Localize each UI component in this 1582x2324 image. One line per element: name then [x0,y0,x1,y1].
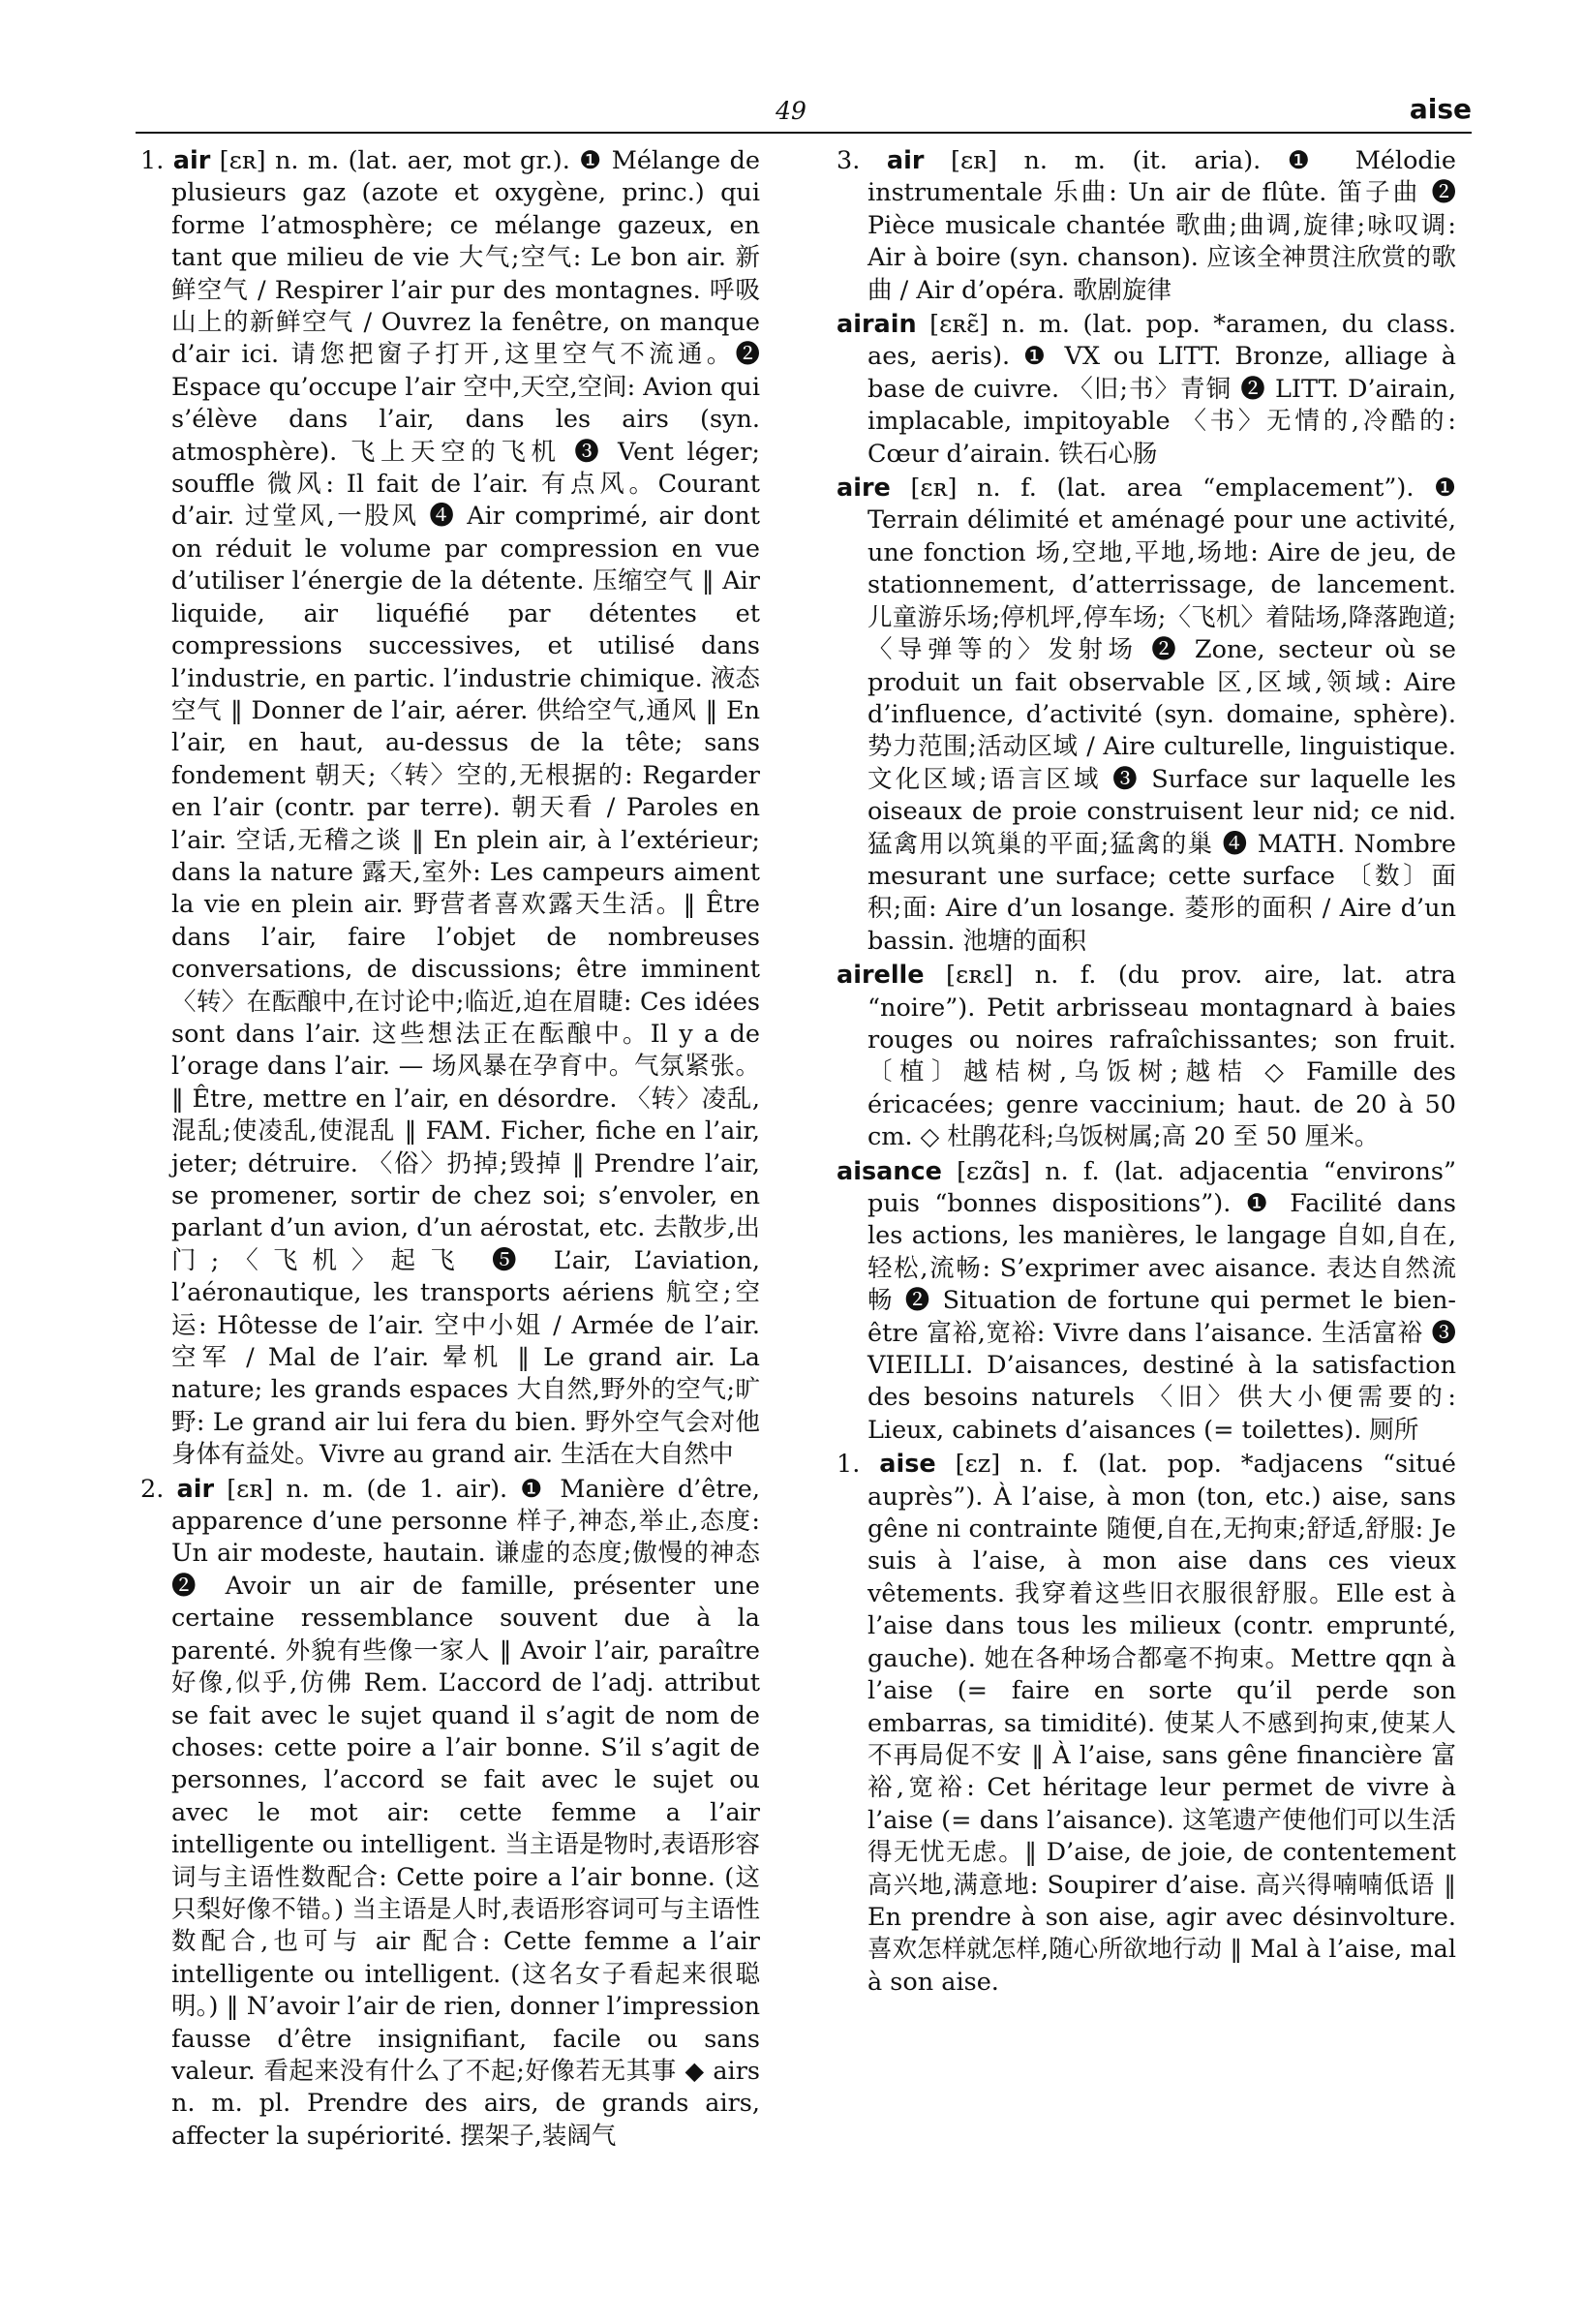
header-rule [136,132,1472,134]
entry-text: [ɛʀ] n. m. (it. aria). ❶ Mélodie instrumentale 乐曲: Un air de flûte. 笛子曲 ❷ Pièce musicale chantée 歌曲;曲调,旋律;咏叹调: Air à boire (syn. chanson). 应该全神贯注欣赏的歌曲 / Air d’opéra. 歌剧旋律 [867,146,1457,305]
entry-text: [ɛʀ] n. m. (lat. aer, mot gr.). ❶ Mélange de plusieurs gaz (azote et oxygène, princ.) qui forme l’atmosphère; ce mélange gazeux, en tant que milieu de vie 大气;空气: Le bon air. 新鲜空气 / Respirer l’air pur des montagnes. 呼吸山上的新鲜空气 / Ouvrez la fenêtre, on manque d’air ici. 请您把窗子打开,这里空气不流通。❷ Espace qu’occupe l’air 空中,天空,空间: Avion qui s’élève dans l’air, dans les airs (syn. atmosphère). 飞上天空的飞机 ❸ Vent léger; souffle 微风: Il fait de l’air. 有点风。Courant d’air. 过堂风,一股风 ❹ Air comprimé, air dont on réduit le volume par compression en vue d’utiliser l’énergie de la détente. 压缩空气 ‖ Air liquide, air liquéfié par détentes et compressions successives, et utilisé dans l’industrie, en partic. l’industrie chimique. 液态空气 ‖ Donner de l’air, aérer. 供给空气,通风 ‖ En l’air, en haut, au-dessus de la tête; sans fondement 朝天;〈转〉空的,无根据的: Regarder en l’air (contr. par terre). 朝天看 / Paroles en l’air. 空话,无稽之谈 ‖ En plein air, à l’extérieur; dans la nature 露天,室外: Les campeurs aiment la vie en plein air. 野营者喜欢露天生活。‖ Être dans l’air, faire l’objet de nombreuses conversations, de discussions; être imminent 〈转〉在酝酿中,在讨论中;临近,迫在眉睫: Ces idées sont dans l’air. 这些想法正在酝酿中。Il y a de l’orage dans l’air. — 场风暴在孕育中。气氛紧张。‖ Être, mettre en l’air, en désordre. 〈转〉凌乱,混乱;使凌乱,使混乱 ‖ FAM. Ficher, fiche en l’air, jeter; détruire. 〈俗〉扔掉;毁掉 ‖ Prendre l’air, se promener, sortir de chez soi; s’envoler, en parlant d’un avion, d’un aérostat, etc. 去散步,出门;〈飞机〉起飞 ❺ L’air, L’aviation, l’aéronautique, les transports aériens 航空;空运: Hôtesse de l’air. 空中小姐 / Armée de l’air. 空军 / Mal de l’air. 晕机 ‖ Le grand air. La nature; les grands espaces 大自然,野外的空气;旷野: Le grand air lui fera du bien. 野外空气会对他身体有益处。Vivre au grand air. 生活在大自然中 [171,146,760,1470]
page-number: 49 [776,97,806,125]
entry-air-2 [140,1474,760,2154]
running-head: aise [1409,93,1472,125]
headword: aire [837,474,891,504]
entry-airelle [837,960,1456,1153]
entry-number: 1. [837,1450,861,1480]
headword: aisance [837,1156,942,1186]
entry-text: [ɛʀ] n. f. (lat. area “emplacement”). ❶ Terrain délimité et aménagé pour une activité, une fonction 场,空地,平地,场地: Aire de jeu, de stationnement, d’atterrissage, de lancement. 儿童游乐场;停机坪,停车场;〈飞机〉着陆场,降落跑道;〈导弹等的〉发射场 ❷ Zone, secteur où se produit un fait observable 区,区域,领域: Aire d’influence, d’activité (syn. domaine, sphère). 势力范围;活动区域 / Aire culturelle, linguistique. 文化区域;语言区域 ❸ Surface sur laquelle les oiseaux de proie construisent leur nid; ce nid. 猛禽用以筑巢的平面;猛禽的巢 ❹ MATH. Nombre mesurant une surface; cette surface 〔数〕面积;面: Aire d’un losange. 菱形的面积 / Aire d’un bassin. 池塘的面积 [867,474,1456,956]
entry-text: [ɛʀɛl] n. f. (du prov. aire, lat. atra “noire”). Petit arbrisseau montagnard à baies rouges ou noires rafraîchissantes; son fruit. 〔植〕越桔树,乌饭树;越桔 ◇ Famille des éricacées; genre vaccinium; haut. de 20 à 50 cm. ◇ 杜鹃花科;乌饭树属;高 20 至 50 厘米。 [867,961,1456,1152]
entry-text: [ɛz] n. f. (lat. pop. *adjacens “situé auprès”). À l’aise, à mon (ton, etc.) aise, sans gêne ni contrainte 随便,自在,无拘束;舒适,舒服: Je suis à l’aise, à mon aise dans ces vieux vêtements. 我穿着这些旧衣服很舒服。Elle est à l’aise dans tous les milieux (contr. emprunté, gauche). 她在各种场合都毫不拘束。Mettre qqn à l’aise (= faire en sorte qu’il perde son embarras, sa timidité). 使某人不感到拘束,使某人不再局促不安 ‖ À l’aise, sans gêne financière 富裕,宽裕: Cet héritage leur permet de vivre à l’aise (= dans l’aisance). 这笔遗产使他们可以生活得无忧无虑。‖ D’aise, de joie, de contentement 高兴地,满意地: Soupirer d’aise. 高兴得喃喃低语 ‖ En prendre à son aise, agir avec désinvolture. 喜欢怎样就怎样,随心所欲地行动 ‖ Mal à l’aise, mal à son aise. [867,1450,1456,1997]
headword: aise [879,1450,936,1480]
entry-text: [ɛʀ] n. m. (de 1. air). ❶ Manière d’être, apparence d’une personne 样子,神态,举止,态度: Un air modeste, hautain. 谦虚的态度;傲慢的神态 ❷ Avoir un air de famille, présenter une certaine ressemblance souvent due à la parenté. 外貌有些像一家人 ‖ Avoir l’air, paraître 好像,似乎,仿佛 Rem. L’accord de l’adj. attribut se fait avec le sujet quand il s’agit de nom de choses: cette poire a l’air bonne. S’il s’agit de personnes, l’accord se fait avec le sujet ou avec le mot air: cette femme a l’air intelligente ou intelligent. 当主语是物时,表语形容词与主语性数配合: Cette poire a l’air bonne. (这只梨好像不错。) 当主语是人时,表语形容词可与主语性数配合,也可与 air 配合: Cette femme a l’air intelligente ou intelligent. (这名女子看起来很聪明。) ‖ N’avoir l’air de rien, donner l’impression fausse d’être insignifiant, facile ou sans valeur. 看起来没有什么了不起;好像若无其事 ◆ airs n. m. pl. Prendre des airs, de grands airs, affecter la supériorité. 摆架子,装阔气 [171,1474,761,2151]
entry-number: 2. [140,1474,165,1504]
entry-text: [ɛzɑ̃s] n. f. (lat. adjacentia “environs” puis “bonnes dispositions”). ❶ Facilité dans les actions, les manières, le langage 自如,自在,轻松,流畅: S’exprimer avec aisance. 表达自然流畅 ❷ Situation de fortune qui permet le bien-être 富裕,宽裕: Vivre dans l’aisance. 生活富裕 ❸ VIEILLI. D’aisances, destiné à la satisfaction des besoins naturels 〈旧〉供大小便需要的: Lieux, cabinets d’aisances (= toilettes). 厕所 [867,1156,1456,1445]
column-right [837,145,1456,2001]
headword: air [886,146,925,175]
headword: air [172,146,211,175]
headword: air [176,1474,215,1504]
entry-aisance [837,1156,1456,1448]
entry-number: 1. [140,146,165,175]
entry-air-1 [140,145,760,1472]
entry-number: 3. [837,146,861,175]
entry-aire [837,473,1456,958]
entry-text: [ɛʀɛ̃] n. m. (lat. pop. *aramen, du class. aes, aeris). ❶ VX ou LITT. Bronze, alliage à base de cuivre. 〈旧;书〉青铜 ❷ LITT. D’airain, implacable, impitoyable 〈书〉无情的,冷酷的: Cœur d’airain. 铁石心肠 [867,310,1456,469]
entry-airain [837,309,1456,471]
headword: airelle [837,961,925,991]
entry-air-3 [837,145,1456,307]
column-left [140,145,760,2155]
headword: airain [837,310,917,340]
entry-aise-1 [837,1449,1456,1999]
